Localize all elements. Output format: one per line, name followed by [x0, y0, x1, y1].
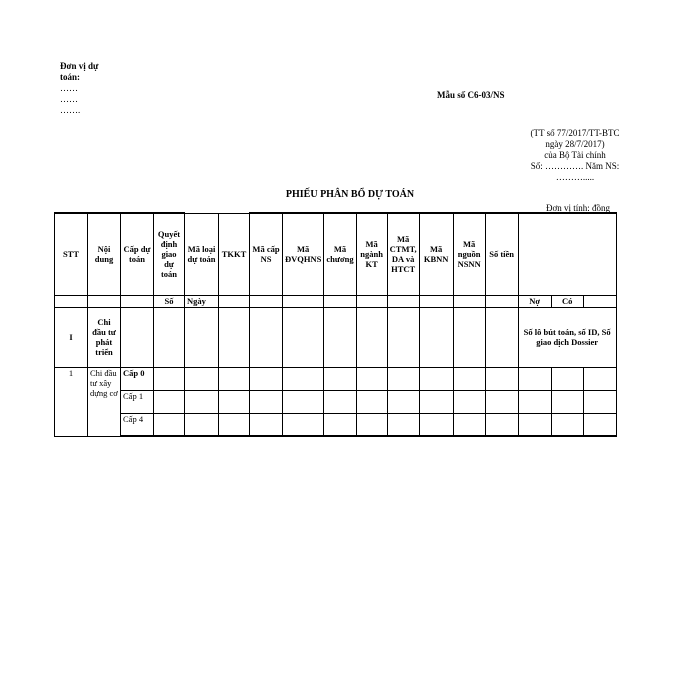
header-quyet-dinh: Quyết định giao dự toán: [154, 213, 185, 295]
circular-reference: [500, 128, 650, 183]
header-no: Nợ: [518, 295, 551, 307]
header-tkkt: TKKT: [219, 213, 250, 295]
header-cap-du-toan: Cấp dự toán: [121, 213, 154, 295]
circular-line-2: ngày 28/7/2017): [545, 139, 605, 149]
cap-1: Cấp 1: [121, 390, 154, 413]
unit-label: Đơn vị dự toán:: [60, 61, 99, 82]
row-stt-roman: I: [55, 307, 88, 367]
unit-dots-3: …….: [60, 105, 81, 115]
header-ma-kbnn: Mã KBNN: [419, 213, 453, 295]
header-ma-dvqhns: Mã ĐVQHNS: [283, 213, 324, 295]
header-blank: [518, 213, 616, 295]
row-chi-xay-dung: Chi đầu tư xây dựng cơ: [88, 367, 121, 436]
header-ngay: Ngày: [185, 295, 219, 307]
unit-block: [60, 61, 100, 116]
currency-unit: Đơn vị tính: đồng: [546, 203, 611, 213]
allocation-table: [54, 212, 617, 437]
header-ma-ctmt: Mã CTMT, DA và HTCT: [387, 213, 419, 295]
circular-line-5: ……….....: [555, 172, 595, 182]
row-stt-1: 1: [55, 367, 88, 436]
page-title: PHIẾU PHÂN BỔ DỰ TOÁN: [285, 189, 415, 200]
header-ma-chuong: Mã chương: [324, 213, 356, 295]
header-ma-cap-ns: Mã cấp NS: [250, 213, 283, 295]
circular-line-1: (TT số 77/2017/TT-BTC: [530, 128, 620, 138]
cap-0: Cấp 0: [121, 367, 154, 390]
header-so-tien: Số tiền: [485, 213, 518, 295]
header-ma-nganh: Mã ngành KT: [356, 213, 387, 295]
form-number: Mẫu số C6-03/NS: [437, 90, 505, 100]
cap-4: Cấp 4: [121, 413, 154, 436]
header-co: Có: [551, 295, 583, 307]
row-chi-dau-tu: Chi đầu tư phát triển: [88, 307, 121, 367]
circular-line-3: của Bộ Tài chính: [544, 150, 606, 160]
header-stt: STT: [55, 213, 88, 295]
unit-dots-2: ……: [60, 94, 78, 104]
circular-line-4: Số: …………. Năm NS:: [530, 161, 620, 171]
header-so: Số: [154, 295, 185, 307]
header-ma-nguon: Mã nguồn NSNN: [453, 213, 485, 295]
header-noi-dung: Nội dung: [88, 213, 121, 295]
header-ma-loai: Mã loại dự toán: [185, 213, 219, 295]
unit-dots-1: ……: [60, 83, 78, 93]
header-so-lo: Số lô bút toán, số ID, Số giao dịch Dossier: [518, 307, 616, 367]
